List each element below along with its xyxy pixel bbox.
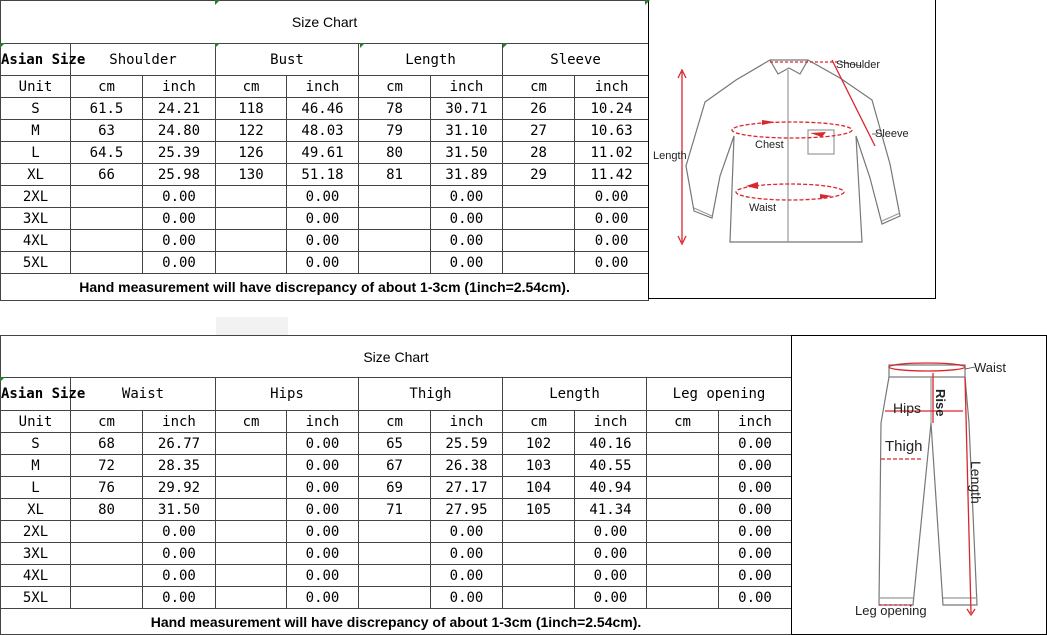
unit-header: cm [359, 76, 431, 98]
table-cell: 25.59 [431, 433, 503, 455]
table-cell: 0.00 [143, 521, 216, 543]
table-cell: 0.00 [143, 543, 216, 565]
table-cell [216, 230, 287, 252]
table-cell: 67 [359, 455, 431, 477]
table-cell: 0.00 [719, 587, 792, 609]
table-cell [71, 587, 143, 609]
table-cell: 0.00 [575, 565, 647, 587]
corner-mark [360, 43, 365, 48]
size-label: S [1, 98, 71, 120]
unit-label: Unit [1, 411, 71, 433]
column-group-shoulder: Shoulder [71, 44, 216, 76]
table-cell: 0.00 [575, 186, 649, 208]
table-cell [503, 230, 575, 252]
table-cell: 118 [216, 98, 287, 120]
table-cell: 0.00 [431, 565, 503, 587]
unit-header: inch [431, 76, 503, 98]
diagram-label-length: Length [968, 461, 984, 504]
table-cell: 0.00 [143, 565, 216, 587]
table-cell: 11.02 [575, 142, 649, 164]
diagram-label-thigh: Thigh [885, 438, 923, 455]
table-cell [647, 543, 719, 565]
shirt-size-table [0, 0, 649, 301]
unit-header: cm [216, 411, 287, 433]
unit-header-row [1, 411, 792, 433]
table-cell [647, 477, 719, 499]
table-cell [216, 252, 287, 274]
page-title: Size Chart [1, 1, 649, 44]
table-cell: 0.00 [143, 186, 216, 208]
table-cell [216, 208, 287, 230]
table-row [1, 433, 792, 455]
table-cell: 28.35 [143, 455, 216, 477]
table-cell [647, 433, 719, 455]
table-cell: 40.94 [575, 477, 647, 499]
column-group-bust: Bust [216, 44, 359, 76]
table-cell: 69 [359, 477, 431, 499]
table-cell: 0.00 [287, 455, 359, 477]
table-cell: 0.00 [287, 521, 359, 543]
table-cell: 0.00 [143, 230, 216, 252]
table-cell [71, 252, 143, 274]
table-cell: 49.61 [287, 142, 359, 164]
unit-header: cm [647, 411, 719, 433]
table-cell: 0.00 [143, 208, 216, 230]
table-cell: 30.71 [431, 98, 503, 120]
diagram-label-waist: Waist [749, 202, 777, 214]
table-row [1, 98, 649, 120]
column-group-sleeve: Sleeve [503, 44, 649, 76]
table-cell: 66 [71, 164, 143, 186]
table-cell: 103 [503, 455, 575, 477]
table-row [1, 186, 649, 208]
table-cell: 0.00 [719, 565, 792, 587]
corner-mark [0, 43, 5, 48]
unit-header: cm [503, 76, 575, 98]
table-cell: 46.46 [287, 98, 359, 120]
table-cell: 0.00 [431, 521, 503, 543]
table-cell [216, 477, 287, 499]
table-cell: 26.77 [143, 433, 216, 455]
unit-header: inch [287, 411, 359, 433]
table-cell: 26 [503, 98, 575, 120]
waist-line [889, 363, 965, 371]
shirt-measurement-diagram [650, 46, 930, 251]
column-group-leg-opening: Leg opening [647, 378, 792, 411]
table-row [1, 455, 792, 477]
size-label: 3XL [1, 208, 71, 230]
unit-header: inch [431, 411, 503, 433]
table-cell: 31.10 [431, 120, 503, 142]
table-cell [71, 208, 143, 230]
table-cell: 0.00 [143, 252, 216, 274]
table-row [1, 208, 649, 230]
diagram-label-chest: Chest [755, 139, 784, 151]
corner-mark [503, 43, 508, 48]
table-cell [216, 186, 287, 208]
table-cell: 10.24 [575, 98, 649, 120]
table-row [1, 230, 649, 252]
size-label: XL [1, 499, 71, 521]
table-cell [503, 208, 575, 230]
table-cell: 0.00 [143, 587, 216, 609]
unit-header: cm [71, 411, 143, 433]
table-cell: 31.89 [431, 164, 503, 186]
diagram-label-rise: Rise [933, 389, 948, 417]
size-label: 4XL [1, 230, 71, 252]
table-row [1, 521, 792, 543]
table-cell: 29.92 [143, 477, 216, 499]
table-cell: 0.00 [719, 543, 792, 565]
column-group-hips: Hips [216, 378, 359, 411]
table-cell: 0.00 [431, 186, 503, 208]
shirt-outline [686, 60, 900, 242]
table-row [1, 565, 792, 587]
table-cell [647, 565, 719, 587]
table-cell [216, 565, 287, 587]
table-cell: 71 [359, 499, 431, 521]
table-cell: 25.39 [143, 142, 216, 164]
table-row [1, 142, 649, 164]
table-cell: 0.00 [575, 521, 647, 543]
table-cell: 40.16 [575, 433, 647, 455]
table-cell [359, 230, 431, 252]
table-cell [216, 455, 287, 477]
table-cell: 104 [503, 477, 575, 499]
table-cell: 61.5 [71, 98, 143, 120]
table-cell: 64.5 [71, 142, 143, 164]
table-cell: 65 [359, 433, 431, 455]
table-cell: 24.21 [143, 98, 216, 120]
unit-header: inch [143, 411, 216, 433]
table-cell [359, 186, 431, 208]
table-cell: 122 [216, 120, 287, 142]
column-group-waist: Waist [71, 378, 216, 411]
column-group-thigh: Thigh [359, 378, 503, 411]
table-cell: 126 [216, 142, 287, 164]
table-cell: 27.95 [431, 499, 503, 521]
table-cell [503, 543, 575, 565]
unit-label: Unit [1, 76, 71, 98]
table-row [1, 543, 792, 565]
table-cell: 0.00 [719, 477, 792, 499]
size-label: XL [1, 164, 71, 186]
table-cell [359, 587, 431, 609]
table-cell: 48.03 [287, 120, 359, 142]
table-cell: 0.00 [287, 252, 359, 274]
table-cell [503, 252, 575, 274]
table-cell: 31.50 [431, 142, 503, 164]
separator-smudge [216, 317, 288, 335]
table-cell [503, 587, 575, 609]
size-label: S [1, 433, 71, 455]
table-cell: 0.00 [719, 433, 792, 455]
asian-size-label: Asian Size [1, 378, 71, 411]
diagram-label-hips: Hips [893, 400, 922, 416]
table-cell [647, 455, 719, 477]
table-cell: 105 [503, 499, 575, 521]
shirt-size-chart-section [0, 0, 936, 299]
unit-header: inch [719, 411, 792, 433]
unit-header: inch [143, 76, 216, 98]
size-label: 2XL [1, 521, 71, 543]
table-cell [71, 186, 143, 208]
table-cell: 0.00 [287, 565, 359, 587]
table-cell [216, 587, 287, 609]
size-label: 3XL [1, 543, 71, 565]
unit-header: cm [71, 76, 143, 98]
pants-size-table [0, 335, 792, 635]
table-cell [647, 499, 719, 521]
unit-header: inch [287, 76, 359, 98]
table-row [1, 164, 649, 186]
table-row [1, 477, 792, 499]
column-group-length: Length [359, 44, 503, 76]
table-cell: 24.80 [143, 120, 216, 142]
table-cell: 28 [503, 142, 575, 164]
table-cell [71, 230, 143, 252]
table-cell: 10.63 [575, 120, 649, 142]
table-cell [503, 521, 575, 543]
table-cell: 51.18 [287, 164, 359, 186]
diagram-label-shoulder: Shoulder [836, 59, 881, 71]
size-label: 5XL [1, 587, 71, 609]
table-cell: 0.00 [575, 543, 647, 565]
table-cell [359, 252, 431, 274]
unit-header: cm [503, 411, 575, 433]
table-cell [359, 521, 431, 543]
table-cell [216, 543, 287, 565]
unit-header: inch [575, 411, 647, 433]
unit-header-row [1, 76, 649, 98]
table-cell [647, 587, 719, 609]
table-cell: 0.00 [575, 587, 647, 609]
table-cell: 31.50 [143, 499, 216, 521]
table-cell: 0.00 [719, 499, 792, 521]
diagram-label-sleeve: Sleeve [875, 128, 909, 140]
table-cell: 0.00 [287, 477, 359, 499]
corner-mark [215, 0, 220, 5]
table-cell: 0.00 [431, 208, 503, 230]
unit-header: inch [575, 76, 649, 98]
table-row [1, 120, 649, 142]
table-cell: 0.00 [287, 230, 359, 252]
table-cell: 0.00 [575, 230, 649, 252]
table-cell: 0.00 [431, 543, 503, 565]
table-cell: 0.00 [287, 543, 359, 565]
table-cell: 0.00 [287, 208, 359, 230]
table-cell [71, 565, 143, 587]
pants-measurement-diagram [793, 353, 1043, 623]
table-cell [359, 543, 431, 565]
table-cell: 0.00 [287, 499, 359, 521]
size-label: M [1, 455, 71, 477]
table-cell [647, 521, 719, 543]
table-cell: 63 [71, 120, 143, 142]
table-cell [359, 565, 431, 587]
size-label: L [1, 142, 71, 164]
corner-mark [0, 377, 5, 382]
table-cell: 26.38 [431, 455, 503, 477]
table-cell [503, 565, 575, 587]
table-cell [359, 208, 431, 230]
table-cell: 0.00 [575, 252, 649, 274]
table-cell: 0.00 [719, 455, 792, 477]
table-cell: 76 [71, 477, 143, 499]
table-cell [216, 433, 287, 455]
size-label: L [1, 477, 71, 499]
table-cell: 81 [359, 164, 431, 186]
table-row [1, 587, 792, 609]
pants-size-chart-section [0, 335, 1047, 635]
table-cell [216, 521, 287, 543]
table-cell: 102 [503, 433, 575, 455]
diagram-label-length: Length [653, 150, 687, 162]
table-cell: 41.34 [575, 499, 647, 521]
table-cell: 40.55 [575, 455, 647, 477]
table-cell: 80 [359, 142, 431, 164]
table-row [1, 252, 649, 274]
asian-size-label: Asian Size [1, 44, 71, 76]
diagram-label-waist: Waist [974, 360, 1007, 375]
size-label: 2XL [1, 186, 71, 208]
sleeve-line [832, 60, 875, 146]
unit-header: cm [216, 76, 287, 98]
table-cell: 79 [359, 120, 431, 142]
table-cell: 25.98 [143, 164, 216, 186]
unit-header: cm [359, 411, 431, 433]
table-cell: 0.00 [575, 208, 649, 230]
corner-mark [215, 43, 220, 48]
table-cell: 29 [503, 164, 575, 186]
table-cell: 0.00 [431, 587, 503, 609]
table-cell [216, 499, 287, 521]
table-cell: 0.00 [431, 252, 503, 274]
table-cell: 78 [359, 98, 431, 120]
table-cell: 27 [503, 120, 575, 142]
table-cell [503, 186, 575, 208]
table-cell: 0.00 [431, 230, 503, 252]
table-cell: 80 [71, 499, 143, 521]
measurement-note: Hand measurement will have discrepancy of about 1-3cm (1inch=2.54cm). [1, 609, 792, 635]
table-cell: 27.17 [431, 477, 503, 499]
table-cell: 0.00 [287, 433, 359, 455]
table-cell: 11.42 [575, 164, 649, 186]
table-cell [71, 521, 143, 543]
table-cell: 72 [71, 455, 143, 477]
column-group-length: Length [503, 378, 647, 411]
measurement-note: Hand measurement will have discrepancy of about 1-3cm (1inch=2.54cm). [1, 274, 649, 301]
page-title: Size Chart [1, 336, 792, 378]
table-cell: 0.00 [287, 186, 359, 208]
table-cell: 68 [71, 433, 143, 455]
size-label: 5XL [1, 252, 71, 274]
table-cell: 0.00 [719, 521, 792, 543]
table-cell: 130 [216, 164, 287, 186]
diagram-label-leg-opening: Leg opening [855, 603, 927, 618]
size-label: 4XL [1, 565, 71, 587]
table-cell: 0.00 [287, 587, 359, 609]
size-label: M [1, 120, 71, 142]
corner-mark [645, 0, 650, 5]
table-cell [71, 543, 143, 565]
table-row [1, 499, 792, 521]
